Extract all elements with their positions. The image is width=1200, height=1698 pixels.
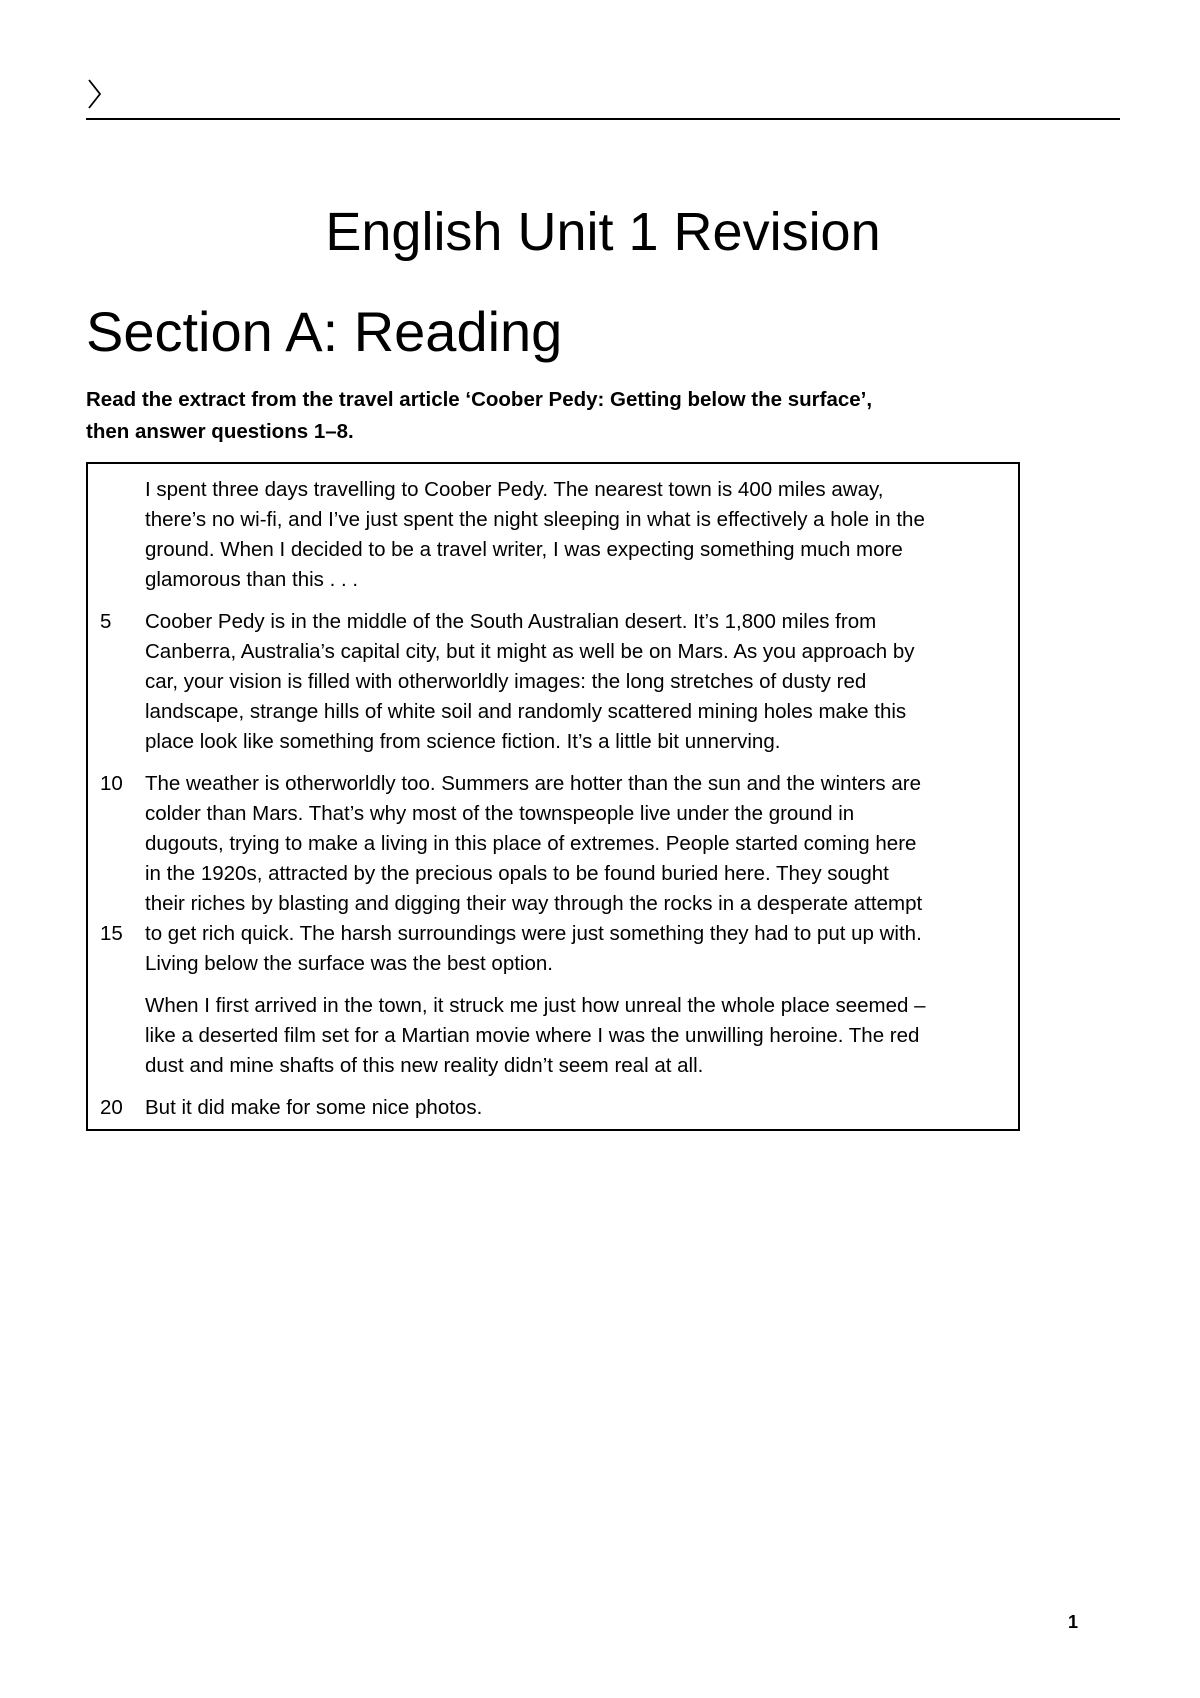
extract-line bbox=[0, 475, 1200, 505]
extract-line-text: Canberra, Australia’s capital city, but it might as well be on Mars. As you approach by bbox=[145, 640, 915, 663]
extract-line-text: ground. When I decided to be a travel writer, I was expecting something much more bbox=[145, 538, 903, 561]
extract-line-text: there’s no wi-fi, and I’ve just spent the night sleeping in what is effectively a hole in the bbox=[145, 508, 925, 531]
extract-line-text: colder than Mars. That’s why most of the townspeople live under the ground in bbox=[145, 802, 855, 825]
extract-line bbox=[0, 727, 1200, 757]
line-number: 5 bbox=[100, 610, 112, 633]
extract-line bbox=[0, 769, 1200, 799]
extract-line-text: The weather is otherworldly too. Summers are hotter than the sun and the winters are bbox=[145, 772, 921, 795]
extract-line-text: Living below the surface was the best option. bbox=[145, 952, 553, 975]
extract-line bbox=[0, 535, 1200, 565]
extract-line bbox=[0, 949, 1200, 979]
instructions-line: then answer questions 1–8. bbox=[86, 420, 354, 443]
extract-line-text: dugouts, trying to make a living in this place of extremes. People started coming here bbox=[145, 832, 917, 855]
extract-line-text: car, your vision is filled with otherworldly images: the long stretches of dusty red bbox=[145, 670, 867, 693]
instructions-line: Read the extract from the travel article ‘Coober Pedy: Getting below the surface’, bbox=[86, 388, 873, 411]
line-number: 20 bbox=[100, 1096, 123, 1119]
extract-line-text: to get rich quick. The harsh surroundings were just something they had to put up with. bbox=[145, 922, 922, 945]
extract-line bbox=[0, 991, 1200, 1021]
extract-line-text: When I first arrived in the town, it struck me just how unreal the whole place seemed – bbox=[145, 994, 926, 1017]
reading-instructions bbox=[86, 384, 1086, 448]
extract-line bbox=[0, 505, 1200, 535]
extract-line bbox=[0, 1051, 1200, 1081]
extract-line-text: I spent three days travelling to Coober Pedy. The nearest town is 400 miles away, bbox=[145, 478, 884, 501]
header-divider bbox=[86, 118, 1120, 120]
chevron-right-icon bbox=[86, 76, 104, 112]
extract-line-text: like a deserted film set for a Martian movie where I was the unwilling heroine. The red bbox=[145, 1024, 920, 1047]
extract-line bbox=[0, 829, 1200, 859]
extract-line bbox=[0, 919, 1200, 949]
page-number: 1 bbox=[1068, 1612, 1079, 1632]
extract-line-text: landscape, strange hills of white soil and randomly scattered mining holes make this bbox=[145, 700, 907, 723]
line-number: 15 bbox=[100, 922, 123, 945]
extract-line bbox=[0, 697, 1200, 727]
extract-line bbox=[0, 607, 1200, 637]
extract-line-text: Coober Pedy is in the middle of the South Australian desert. It’s 1,800 miles from bbox=[145, 610, 877, 633]
extract-line-text: But it did make for some nice photos. bbox=[145, 1096, 483, 1119]
document-title: English Unit 1 Revision bbox=[325, 202, 881, 262]
line-number: 10 bbox=[100, 772, 123, 795]
extract-line bbox=[0, 889, 1200, 919]
extract-line-text: place look like something from science fiction. It’s a little bit unnerving. bbox=[145, 730, 781, 753]
extract-line bbox=[0, 667, 1200, 697]
extract-line-text: dust and mine shafts of this new reality didn’t seem real at all. bbox=[145, 1054, 704, 1077]
extract-line-text: their riches by blasting and digging their way through the rocks in a desperate attempt bbox=[145, 892, 923, 915]
extract-line bbox=[0, 1021, 1200, 1051]
extract-line-text: glamorous than this . . . bbox=[145, 568, 359, 591]
extract-line-text: in the 1920s, attracted by the precious opals to be found buried here. They sought bbox=[145, 862, 889, 885]
section-heading: Section A: Reading bbox=[86, 300, 563, 363]
extract-line bbox=[0, 565, 1200, 595]
extract-line bbox=[0, 859, 1200, 889]
extract-line bbox=[0, 799, 1200, 829]
extract-line bbox=[0, 1093, 1200, 1123]
extract-line bbox=[0, 637, 1200, 667]
